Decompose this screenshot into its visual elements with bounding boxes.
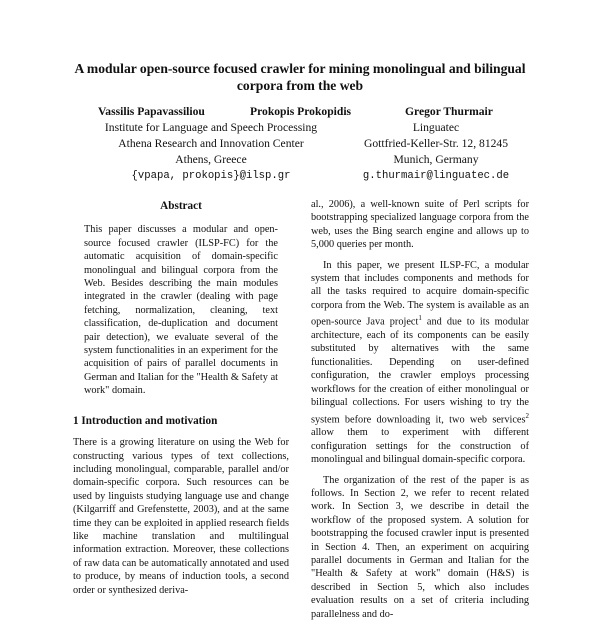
organization-paragraph: The organization of the rest of the paper is as follows. In Section 2, we refer to recent related work. In Section 3, we describe in detail the workflow of the proposed system. A solution for bootstrapping the focused crawler input is presented in Section 4. Then, an experiment on acquiring parallel documents in German and Italian for the "Health & Safety at work" domain (H&S) is described in Section 5, which also includes evaluation results on a set of criteria including parallelness and do- xyxy=(311,474,529,620)
linguatec-street: Gottfried-Keller-Str. 12, 81245 xyxy=(363,137,509,150)
right-column xyxy=(311,198,529,621)
system-text-part: In this paper, we present ILSP-FC, a modular system that includes components and methods for all the tasks required to acquire domain-specific corpora from the Web. The system is available as an open-source Java project xyxy=(311,259,529,328)
system-text-part: allow them to experiment with different configuration settings for the construction of monolingual and bilingual domain-specific corpora. xyxy=(311,427,529,466)
ilsp-institute: Institute for Language and Speech Processing xyxy=(104,121,318,134)
linguatec-email: g.thurmair@linguatec.de xyxy=(362,170,510,182)
system-text-part: and due to its modular architecture, each of its components can be easily substituted by alternatives with the same functionalities. Depending on user-defined configuration, the crawler employs processing workflows for the creation of either monolingual or bilingual collections. For users wishing to try the system before downloading it, two web services xyxy=(311,316,529,425)
abstract-text: This paper discusses a modular and open-source focused crawler (ILSP-FC) for the automatic acquisition of domain-specific monolingual and bilingual corpora from the Web. Besides describing the main modules integrated in the crawler (dealing with page fetching, normalization, cleaning, text classification, de-duplication and document pair detection), we evaluate several of the system functionalities in an experiment for the acquisition of pairs of parallel documents in German and Italian for the "Health & Safety at work" domain. xyxy=(84,224,278,397)
author-name: Gregor Thurmair xyxy=(405,105,493,118)
author-name: Prokopis Prokopidis xyxy=(250,105,352,118)
footnote-marker: 2 xyxy=(525,411,529,420)
continued-paragraph: al., 2006), a well-known suite of Perl scripts for bootstrapping specialized language corpora from the web, uses the Bing search engine and allows up to 5,000 queries per month. xyxy=(311,199,529,251)
footnote-marker: 1 xyxy=(418,314,422,323)
ilsp-city: Athens, Greece xyxy=(175,153,247,166)
intro-paragraph: There is a growing literature on using the Web for constructing various types of text collections, including monolingual, comparable, parallel and/or domain-specific corpora. Such resources can be used by linguists studying language use and change (Kilgarriff and Grefenstette, 2003), and at the same time they can be exploited in applied research fields like machine translation and multilingual information extraction. Moreover, these collections of raw data can be automatically annotated and used to produce, by means of induction tools, a second order or synthesized deriva- xyxy=(73,437,289,596)
section-heading: 1 Introduction and motivation xyxy=(73,414,218,427)
ilsp-center: Athena Research and Innovation Center xyxy=(118,137,304,150)
abstract-heading: Abstract xyxy=(160,200,202,212)
left-column xyxy=(73,198,289,597)
author-name: Vassilis Papavassiliou xyxy=(98,105,205,118)
paper-title: A modular open-source focused crawler for mining monolingual and bilingual corpora from the web xyxy=(74,61,526,93)
system-paragraph xyxy=(311,259,529,467)
linguatec-name: Linguatec xyxy=(412,121,460,134)
linguatec-city: Munich, Germany xyxy=(393,153,479,166)
ilsp-email: {vpapa, prokopis}@ilsp.gr xyxy=(131,170,291,182)
